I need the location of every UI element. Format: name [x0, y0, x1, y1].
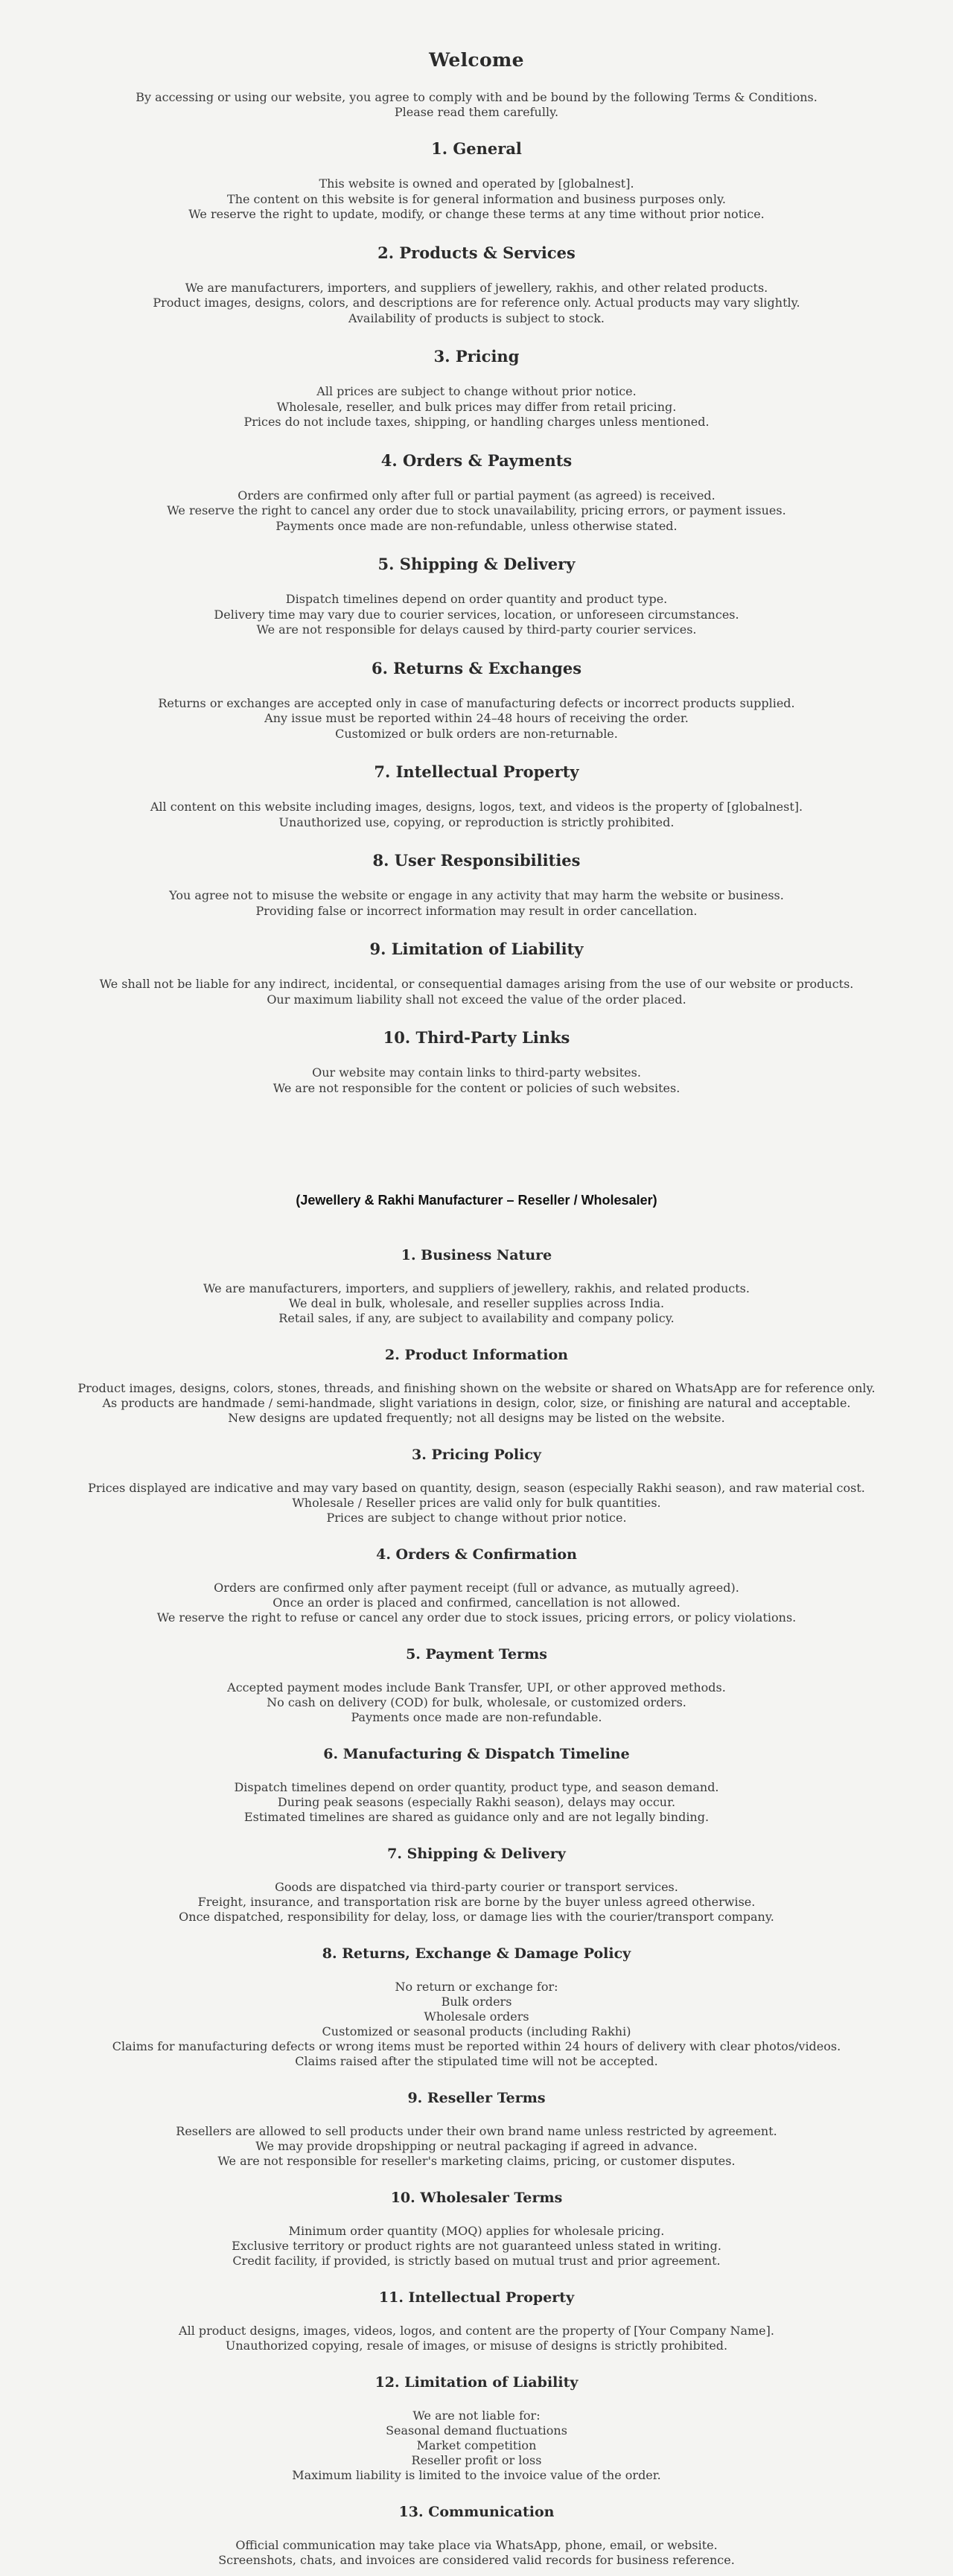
section-heading: 10. Wholesaler Terms: [390, 2190, 563, 2206]
section: [0, 940, 953, 1007]
section-heading: 7. Shipping & Delivery: [387, 1846, 566, 1862]
section: [0, 1345, 953, 1426]
section-line: We are manufacturers, importers, and suppliers of jewellery, rakhis, and other related products.: [185, 280, 768, 295]
section-line: Market competition: [416, 2438, 537, 2452]
section-line: Wholesale orders: [424, 2009, 529, 2024]
section-body: [74, 888, 879, 919]
section-line: Customized or bulk orders are non-returnable.: [335, 726, 618, 741]
section-body: [74, 1680, 879, 1725]
section-heading: 8. Returns, Exchange & Damage Policy: [322, 1945, 631, 1962]
section-line: Our maximum liability shall not exceed the value of the order placed.: [267, 992, 686, 1007]
section-body: [74, 2224, 879, 2269]
section-heading: 9. Reseller Terms: [407, 2090, 546, 2106]
section-line: Bulk orders: [441, 1995, 512, 2009]
section: [0, 2373, 953, 2483]
section-heading: 1. Business Nature: [401, 1247, 552, 1263]
section-line: Prices displayed are indicative and may vary based on quantity, design, season (especially Rakhi season), and raw material cost.: [88, 1481, 865, 1495]
section-body: [74, 1281, 879, 1326]
section-line: We reserve the right to update, modify, or change these terms at any time without prior notice.: [188, 207, 765, 221]
section-body: [74, 800, 879, 830]
policy-block: [0, 1193, 953, 2568]
section-line: As products are handmade / semi-handmade, slight variations in design, color, size, or finishing are natural and acceptable.: [102, 1396, 851, 1410]
section-line: Minimum order quantity (MOQ) applies for wholesale pricing.: [288, 2224, 665, 2238]
section-line: Orders are confirmed only after full or partial payment (as agreed) is received.: [238, 488, 715, 503]
section-body: [74, 1980, 879, 2069]
section: [0, 1246, 953, 1326]
section-line: We may provide dropshipping or neutral packaging if agreed in advance.: [255, 2139, 698, 2153]
section-line: During peak seasons (especially Rakhi season), delays may occur.: [277, 1795, 676, 1809]
section: [0, 2188, 953, 2269]
section-body: [74, 696, 879, 742]
policy-subtitle: (Jewellery & Rakhi Manufacturer – Reseller / Wholesaler): [296, 1193, 657, 1208]
section: [0, 2288, 953, 2353]
section-line: Product images, designs, colors, and descriptions are for reference only. Actual products may vary slightly.: [153, 296, 800, 310]
section-body: [74, 1065, 879, 1096]
section-body: [74, 1780, 879, 1825]
section-heading: 5. Shipping & Delivery: [377, 555, 576, 573]
section: [0, 1744, 953, 1825]
section-heading: 11. Intellectual Property: [378, 2289, 575, 2306]
section-line: We are manufacturers, importers, and suppliers of jewellery, rakhis, and related products.: [203, 1281, 750, 1295]
section-line: Orders are confirmed only after payment receipt (full or advance, as mutually agreed).: [214, 1581, 739, 1595]
section-heading: 9. Limitation of Liability: [369, 940, 584, 958]
section-line: Resellers are allowed to sell products under their own brand name unless restricted by agreement.: [176, 2124, 777, 2138]
section-line: New designs are updated frequently; not all designs may be listed on the website.: [228, 1411, 725, 1425]
section-heading: 13. Communication: [398, 2504, 555, 2520]
page-title: Welcome: [429, 49, 524, 71]
section-line: Freight, insurance, and transportation risk are borne by the buyer unless agreed otherwise.: [197, 1895, 756, 1909]
section-line: Exclusive territory or product rights are not guaranteed unless stated in writing.: [232, 2239, 721, 2253]
section-heading: 8. User Responsibilities: [372, 851, 581, 870]
section-body: [74, 977, 879, 1007]
section-line: Unauthorized use, copying, or reproduction is strictly prohibited.: [278, 814, 675, 829]
section-heading: 4. Orders & Confirmation: [376, 1546, 577, 1563]
section-heading: 12. Limitation of Liability: [374, 2374, 579, 2391]
section-heading: 6. Returns & Exchanges: [371, 658, 582, 678]
section-line: Reseller profit or loss: [411, 2453, 542, 2467]
section-line: The content on this website is for general information and business purposes only.: [227, 191, 726, 206]
policy-sections: [0, 1246, 953, 2568]
section-line: We deal in bulk, wholesale, and reseller supplies across India.: [288, 1296, 665, 1310]
section: [0, 243, 953, 327]
section-heading: 5. Payment Terms: [406, 1646, 547, 1662]
intro-text: [0, 90, 953, 120]
section-heading: 6. Manufacturing & Dispatch Timeline: [323, 1746, 630, 1762]
terms-sections: [0, 139, 953, 1096]
section-line: Payments once made are non-refundable.: [351, 1710, 602, 1724]
section-heading: 4. Orders & Payments: [380, 450, 573, 470]
section-line: Prices do not include taxes, shipping, or handling charges unless mentioned.: [243, 415, 710, 429]
section: [0, 1645, 953, 1725]
section-heading: 2. Products & Services: [377, 243, 576, 262]
section-line: All content on this website including images, designs, logos, text, and videos is the property of [globalnest].: [150, 800, 803, 814]
section-line: Goods are dispatched via third-party courier or transport services.: [275, 1880, 678, 1894]
section-line: We are not liable for:: [412, 2408, 541, 2423]
section: [0, 1028, 953, 1096]
section: [0, 2088, 953, 2169]
section-line: Dispatch timelines depend on order quantity, product type, and season demand.: [234, 1780, 719, 1794]
section-body: [74, 281, 879, 327]
section-line: Accepted payment modes include Bank Transfer, UPI, or other approved methods.: [227, 1680, 726, 1695]
section-heading: 3. Pricing: [433, 347, 520, 366]
terms-block: [0, 0, 953, 1096]
section: [0, 762, 953, 830]
section-body: [74, 2408, 879, 2483]
section-line: Claims for manufacturing defects or wrong items must be reported within 24 hours of delivery with clear photos/videos.: [112, 2039, 841, 2053]
section-line: Product images, designs, colors, stones, threads, and finishing shown on the website or shared on WhatsApp are for reference only.: [77, 1381, 876, 1395]
section-line: Once an order is placed and confirmed, cancellation is not allowed.: [272, 1595, 681, 1610]
section-heading: 2. Product Information: [385, 1347, 568, 1363]
section-line: All product designs, images, videos, logos, and content are the property of [Your Company Name].: [179, 2324, 774, 2338]
section: [0, 1545, 953, 1625]
section-body: [74, 176, 879, 223]
section-body: [74, 592, 879, 638]
section-body: [74, 1880, 879, 1925]
section-line: You agree not to misuse the website or engage in any activity that may harm the website or business.: [169, 888, 784, 902]
section: [0, 659, 953, 742]
section: [0, 1445, 953, 1525]
section-body: [74, 488, 879, 535]
section-line: Unauthorized copying, resale of images, or misuse of designs is strictly prohibited.: [225, 2339, 728, 2353]
section-line: We are not responsible for reseller's marketing claims, pricing, or customer disputes.: [217, 2154, 736, 2168]
section: [0, 1844, 953, 1925]
section-body: [74, 2324, 879, 2353]
section-line: Wholesale, reseller, and bulk prices may differ from retail pricing.: [276, 399, 677, 414]
section-body: [74, 2538, 879, 2568]
section-heading: 1. General: [431, 139, 522, 158]
intro-line: Please read them carefully.: [394, 105, 559, 119]
section-line: All prices are subject to change without prior notice.: [316, 384, 637, 398]
section-line: We shall not be liable for any indirect, incidental, or consequential damages arising from the use of our website or products.: [99, 977, 854, 991]
section-line: We are not responsible for the content or policies of such websites.: [272, 1080, 681, 1095]
section-line: Providing false or incorrect information may result in order cancellation.: [255, 903, 698, 918]
section: [0, 139, 953, 223]
section-line: Any issue must be reported within 24–48 hours of receiving the order.: [264, 711, 689, 725]
section-line: No return or exchange for:: [395, 1980, 558, 1994]
section: [0, 555, 953, 638]
intro-line: By accessing or using our website, you agree to comply with and be bound by the following Terms & Conditions.: [136, 90, 817, 104]
section-line: This website is owned and operated by [globalnest].: [319, 176, 634, 191]
section-line: Wholesale / Reseller prices are valid only for bulk quantities.: [292, 1496, 661, 1510]
section-body: [74, 1481, 879, 1525]
section-line: Prices are subject to change without prior notice.: [326, 1511, 627, 1525]
section-line: Credit facility, if provided, is strictly based on mutual trust and prior agreement.: [232, 2254, 721, 2268]
section-line: We are not responsible for delays caused by third-party courier services.: [256, 622, 697, 637]
section-line: We reserve the right to refuse or cancel any order due to stock issues, pricing errors, or policy violations.: [156, 1610, 797, 1625]
section-heading: 10. Third-Party Links: [383, 1028, 570, 1047]
section: [0, 451, 953, 535]
section-line: No cash on delivery (COD) for bulk, wholesale, or customized orders.: [267, 1695, 686, 1709]
section-line: Official communication may take place via WhatsApp, phone, email, or website.: [235, 2538, 718, 2552]
section-body: [74, 384, 879, 430]
section-line: Retail sales, if any, are subject to availability and company policy.: [278, 1311, 675, 1325]
section-line: Once dispatched, responsibility for delay, loss, or damage lies with the courier/transport company.: [179, 1910, 774, 1924]
section-line: Customized or seasonal products (including Rakhi): [322, 2024, 631, 2038]
section-line: Our website may contain links to third-party websites.: [312, 1065, 641, 1080]
section-line: Seasonal demand fluctuations: [386, 2423, 567, 2438]
section-line: Dispatch timelines depend on order quantity and product type.: [285, 592, 668, 606]
section-line: Screenshots, chats, and invoices are considered valid records for business reference.: [218, 2553, 735, 2567]
section-heading: 7. Intellectual Property: [374, 762, 579, 781]
section: [0, 347, 953, 430]
section-line: Payments once made are non-refundable, unless otherwise stated.: [275, 518, 678, 533]
section-line: Returns or exchanges are accepted only in case of manufacturing defects or incorrect products supplied.: [158, 695, 795, 710]
section-line: Delivery time may vary due to courier services, location, or unforeseen circumstances.: [214, 607, 739, 622]
section: [0, 1944, 953, 2069]
section-line: Claims raised after the stipulated time will not be accepted.: [295, 2054, 658, 2068]
section-heading: 3. Pricing Policy: [412, 1447, 541, 1463]
section-body: [74, 1381, 879, 1426]
section: [0, 2502, 953, 2568]
section: [0, 851, 953, 919]
section-line: Maximum liability is limited to the invoice value of the order.: [292, 2468, 661, 2482]
section-line: Availability of products is subject to stock.: [348, 310, 605, 325]
section-line: Estimated timelines are shared as guidance only and are not legally binding.: [243, 1810, 710, 1824]
section-body: [74, 2124, 879, 2169]
section-body: [74, 1581, 879, 1625]
section-line: We reserve the right to cancel any order due to stock unavailability, pricing errors, or payment issues.: [167, 503, 786, 517]
